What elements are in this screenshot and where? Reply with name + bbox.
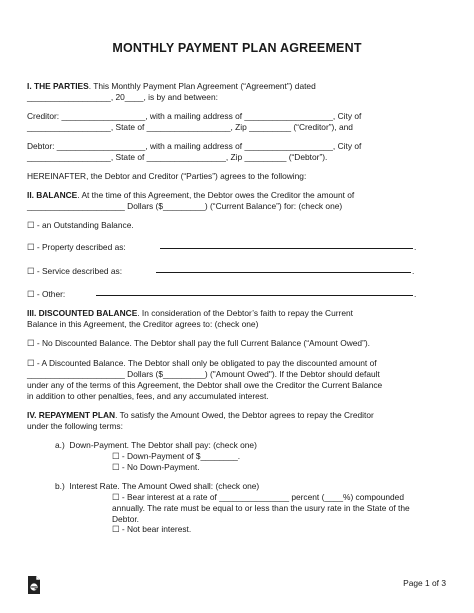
property-blank-line xyxy=(160,248,413,249)
discounted-option-b: _____________________ Dollars ($_________) ("Amount Owed"). If the Debtor should default xyxy=(27,369,380,379)
repayment-heading: IV. REPAYMENT PLAN xyxy=(27,410,116,420)
discounted-option-a: ☐ - A Discounted Balance. The Debtor shall only be obligated to pay the discounted amount of xyxy=(27,358,377,368)
discounted-line-2: Balance in this Agreement, the Creditor agrees to: (check one) xyxy=(27,319,259,329)
document-title: MONTHLY PAYMENT PLAN AGREEMENT xyxy=(112,41,362,55)
balance-option-other: ☐ - Other: xyxy=(27,289,66,299)
page-number: Page 1 of 3 xyxy=(403,578,446,588)
balance-heading: II. BALANCE xyxy=(27,190,78,200)
other-period: . xyxy=(414,289,417,299)
debtor-line-2: __________________, State of _________________, Zip _________ (“Debtor”). xyxy=(27,152,328,162)
down-payment-option-none: ☐ - No Down-Payment. xyxy=(112,462,200,472)
parties-heading: I. THE PARTIES xyxy=(27,81,89,91)
balance-intro-text: . At the time of this Agreement, the Debtor owes the Creditor the amount of xyxy=(77,190,355,200)
eforms-logo-icon xyxy=(27,575,41,595)
down-payment-label: a.) Down-Payment. The Debtor shall pay: (check one) xyxy=(55,440,257,450)
interest-option-bear-3: Debtor. xyxy=(112,514,140,524)
balance-option-property: ☐ - Property described as: xyxy=(27,242,126,252)
repayment-intro-text: . To satisfy the Amount Owed, the Debtor agrees to repay the Creditor xyxy=(115,410,374,420)
creditor-line-1: Creditor: __________________, with a mailing address of ___________________, City of xyxy=(27,111,362,121)
discounted-option-c: under any of the terms of this Agreement, the Debtor shall owe the Creditor the Current Balance xyxy=(27,380,383,390)
balance-option-service: ☐ - Service described as: xyxy=(27,266,123,276)
repayment-line-2: under the following terms: xyxy=(27,421,123,431)
discounted-option-d: in addition to other penalties, fees, and any accumulated interest. xyxy=(27,391,269,401)
balance-line-1 xyxy=(27,190,354,201)
repayment-line-1 xyxy=(27,410,374,421)
discounted-option-none: ☐ - No Discounted Balance. The Debtor shall pay the full Current Balance (“Amount Owed”). xyxy=(27,338,370,348)
discounted-heading: III. DISCOUNTED BALANCE xyxy=(27,308,138,318)
debtor-line-1: Debtor: ___________________, with a mailing address of ___________________, City of xyxy=(27,141,362,151)
parties-line-2: __________________, 20____, is by and between: xyxy=(27,92,218,102)
parties-intro-text: . This Monthly Payment Plan Agreement (“Agreement”) dated xyxy=(88,81,316,91)
property-period: . xyxy=(414,242,417,252)
parties-line-1 xyxy=(27,81,316,92)
balance-option-outstanding: ☐ - an Outstanding Balance. xyxy=(27,220,134,230)
interest-option-not-bear: ☐ - Not bear interest. xyxy=(112,524,192,534)
balance-line-2: _____________________ Dollars ($_________) (“Current Balance”) for: (check one) xyxy=(27,201,343,211)
discounted-line-1 xyxy=(27,308,353,319)
other-blank-line xyxy=(96,295,413,296)
service-blank-line xyxy=(156,272,411,273)
down-payment-option-amount: ☐ - Down-Payment of $________. xyxy=(112,451,241,461)
interest-option-bear-1: ☐ - Bear interest at a rate of _______________ percent (____%) compounded xyxy=(112,492,404,502)
creditor-line-2: __________________, State of __________________, Zip _________ (“Creditor”), and xyxy=(27,122,353,132)
interest-option-bear-2: annually. The rate must be equal to or less than the usury rate in the State of the xyxy=(112,503,410,513)
interest-rate-label: b.) Interest Rate. The Amount Owed shall: (check one) xyxy=(55,481,260,491)
hereinafter-text: HEREINAFTER, the Debtor and Creditor (“Parties”) agrees to the following: xyxy=(27,171,307,181)
service-period: . xyxy=(412,266,415,276)
discounted-intro-text: . In consideration of the Debtor’s faith to repay the Current xyxy=(137,308,353,318)
